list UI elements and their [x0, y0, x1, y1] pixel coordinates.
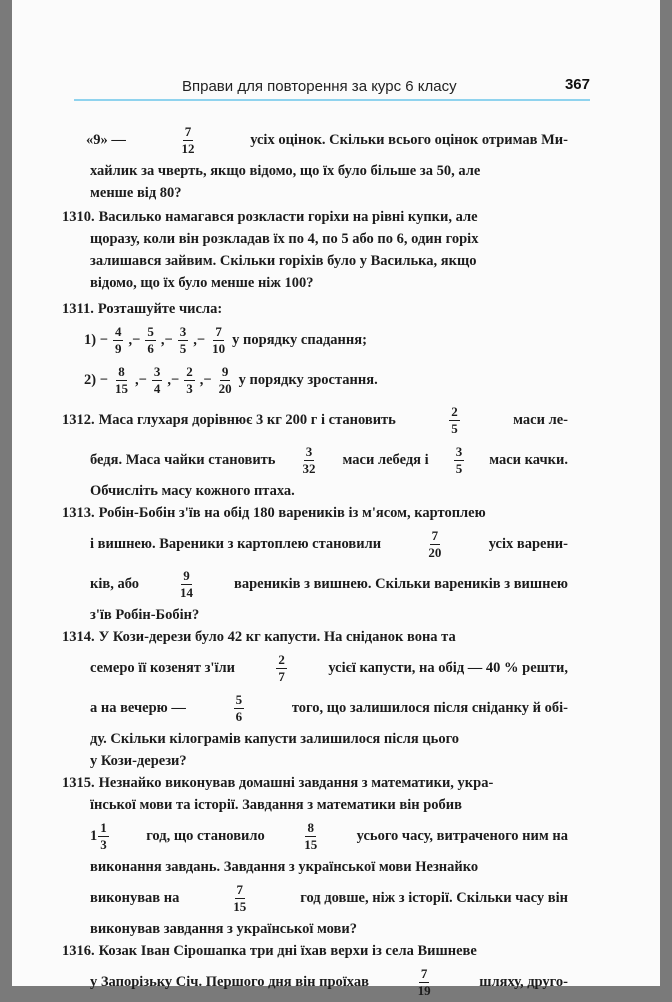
exercise-1310-line: залишався зайвим. Скільки горіхів було у Василька, якщо	[90, 252, 477, 269]
fraction: $\frac{7}{20}$	[428, 527, 442, 560]
fraction: $\frac{2}{7}$	[278, 651, 285, 684]
exercise-1311-item-1: 1) − $\frac{4}{9}$ , − $\frac{5}{6}$ , − $\frac{3}{5}$ , − $\frac{7}{10}$ у порядку спадання;	[84, 323, 367, 356]
exercise-1314-line: а на вечерю — $\frac{5}{6}$ того, що залишилося після сніданку й обі-	[90, 691, 568, 724]
exercise-1316: 1316. Козак Іван Сірошапка три дні їхав верхи із села Вишневе	[62, 942, 477, 959]
fraction: $\frac{4}{9}$	[114, 323, 122, 356]
exercise-1312-line: бедя. Маса чайки становить $\frac{3}{32}$ маси лебедя і $\frac{3}{5}$ маси качки.	[90, 443, 568, 476]
fraction: $\frac{3}{32}$	[302, 443, 316, 476]
exercise-1309-line: менше від 80?	[90, 184, 182, 201]
exercise-1314-line: семеро її козенят з'їли $\frac{2}{7}$ усієї капусти, на обід — 40 % решти,	[90, 651, 568, 684]
exercise-number: 1315.	[62, 774, 95, 791]
exercise-1310: 1310. Василько намагався розкласти горіхи на рівні купки, але	[62, 208, 478, 225]
fraction: $\frac{5}{6}$	[147, 323, 154, 356]
exercise-1313-line: ків, або $\frac{9}{14}$ вареників з вишнею. Скільки вареників з вишнею	[90, 567, 568, 600]
exercise-1315-line: їнської мови та історії. Завдання з математики він робив	[90, 796, 462, 813]
exercise-1310-line: щоразу, коли він розкладав їх по 4, по 5 або по 6, один горіх	[90, 230, 479, 247]
exercise-number: 1311.	[62, 300, 94, 317]
exercises	[62, 120, 568, 1002]
exercise-1313-line: і вишнею. Вареники з картоплею становили $\frac{7}{20}$ усіх варени-	[90, 527, 568, 560]
exercise-1313-line: з'їв Робін-Бобін?	[90, 606, 200, 623]
fraction: $\frac{8}{15}$	[114, 363, 128, 396]
exercise-1315-line: 1 $\frac{1}{3}$ год, що становило $\frac{8}{15}$ усього часу, витраченого ним на	[90, 819, 568, 852]
exercise-1312-line: Обчисліть масу кожного птаха.	[90, 482, 295, 499]
fraction: $\frac{7}{10}$	[212, 323, 226, 356]
fraction: $\frac{2}{5}$	[451, 403, 458, 436]
exercise-1311: 1311. Розташуйте числа:	[62, 300, 223, 317]
fraction: $\frac{2}{3}$	[186, 363, 193, 396]
exercise-1315-line: виконання завдань. Завдання з української мови Незнайко	[90, 858, 479, 875]
mixed-number: 1 $\frac{1}{3}$	[90, 819, 107, 852]
exercise-number: 1310.	[62, 208, 95, 225]
fraction: $\frac{9}{20}$	[218, 363, 232, 396]
fraction: $\frac{3}{5}$	[455, 443, 463, 476]
exercise-1316-line: у Запорізьку Січ. Першого дня він проїхав $\frac{7}{19}$ шляху, друго-	[90, 965, 568, 998]
exercise-1311-item-2: 2) − $\frac{8}{15}$ , − $\frac{3}{4}$ , − $\frac{2}{3}$ , − $\frac{9}{20}$ у порядку зростання.	[84, 363, 378, 396]
exercise-number: 1314.	[62, 628, 95, 645]
exercise-1314-line: ду. Скільки кілограмів капусти залишилося після цього	[90, 730, 460, 747]
fraction: $\frac{7}{15}$	[233, 881, 247, 914]
exercise-1309-line: «9» — $\frac{7}{12}$ усіх оцінок. Скільки всього оцінок отримав Ми-	[86, 123, 568, 156]
exercise-1310-line: відомо, що їх було менше ніж 100?	[90, 274, 314, 291]
exercise-1315-line: виконував на $\frac{7}{15}$ год довше, ніж з історії. Скільки часу він	[90, 881, 568, 914]
fraction: $\frac{5}{6}$	[235, 691, 243, 724]
fraction: $\frac{3}{4}$	[153, 363, 161, 396]
fraction: $\frac{9}{14}$	[180, 567, 194, 600]
header-title: Вправи для повторення за курс 6 класу	[182, 78, 457, 95]
page-number: 367	[564, 76, 590, 93]
fraction: $\frac{8}{15}$	[304, 819, 318, 852]
header-rule	[74, 99, 590, 101]
exercise-1314-line: у Кози-дерези?	[90, 752, 187, 769]
fraction: $\frac{3}{5}$	[179, 323, 187, 356]
exercise-number: 1316.	[62, 942, 95, 959]
exercise-1315-line: виконував завдання з української мови?	[90, 920, 357, 937]
fraction: $\frac{1}{3}$	[100, 819, 107, 852]
running-header	[74, 76, 590, 100]
exercise-1312: 1312. Маса глухаря дорівнює 3 кг 200 г і становить $\frac{2}{5}$ маси ле-	[62, 403, 568, 436]
exercise-1314: 1314. У Кози-дерези було 42 кг капусти. На сніданок вона та	[62, 628, 456, 645]
exercise-1315: 1315. Незнайко виконував домашні завдання з математики, укра-	[62, 774, 494, 791]
exercise-1309-line: хайлик за чверть, якщо відомо, що їх було більше за 50, але	[90, 162, 481, 179]
fraction: $\frac{7}{12}$	[181, 123, 195, 156]
fraction: $\frac{7}{19}$	[417, 965, 431, 998]
exercise-number: 1312.	[62, 411, 95, 428]
exercise-1313: 1313. Робін-Бобін з'їв на обід 180 вареників із м'ясом, картоплею	[62, 504, 486, 521]
exercise-number: 1313.	[62, 504, 95, 521]
